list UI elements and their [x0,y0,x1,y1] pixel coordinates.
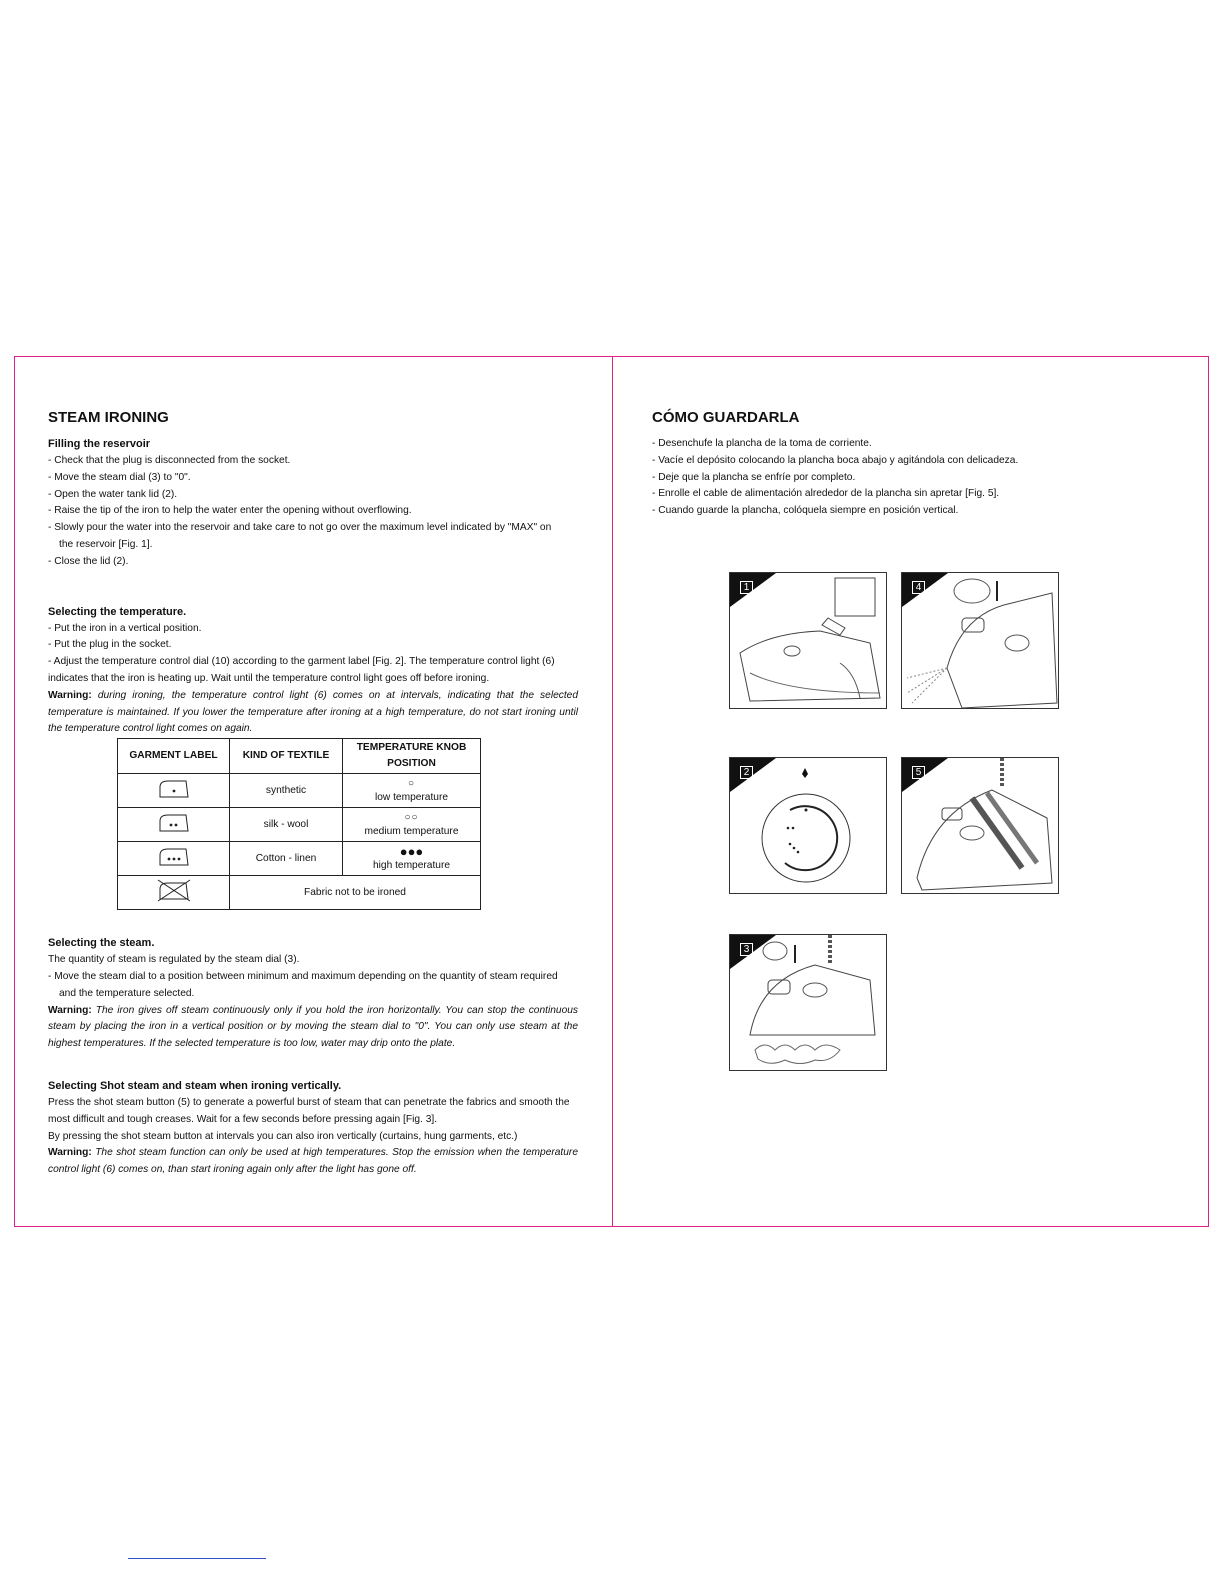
table-row [118,842,481,876]
figure-3 [729,934,887,1071]
iron-vertical-steam-illustration [730,935,887,1071]
figure-4 [901,572,1059,709]
dot-marker: ○○ [404,811,419,823]
iron-shot-steam-illustration [902,573,1059,709]
right-page [652,409,1052,520]
temperature-item: - Adjust the temperature control dial (10) according to the garment label [Fig. 2]. The temperature control light (6) indicates that the iron is heating up. Wait until the temperature control light goes off before ironing. [48,656,555,684]
storage-item: - Deje que la plancha se enfríe por completo. [652,471,856,483]
textile-cell: Cotton - linen [230,842,343,876]
position-cell [343,774,481,808]
filling-item: - Open the water tank lid (2). [48,488,178,500]
position-cell [343,842,481,876]
storage-item: - Desenchufe la plancha de la toma de corriente. [652,438,872,449]
steam-item: and the temperature selected. [59,987,195,999]
page-divider [612,357,613,1226]
table-header-row [118,739,481,774]
section-title: STEAM IRONING [48,409,169,426]
position-label: medium temperature [364,825,459,837]
steam-intro: The quantity of steam is regulated by the steam dial (3). [48,954,300,966]
figure-number: 4 [912,581,925,594]
textile-cell: synthetic [230,774,343,808]
filling-heading: Filling the reservoir [48,438,151,450]
warning-label: Warning: [48,689,92,701]
garment-label-icon [118,808,230,842]
figure-5 [901,757,1059,894]
section-title: CÓMO GUARDARLA [652,409,800,426]
temperature-dial-illustration [730,758,887,894]
warning-text: The iron gives off steam continuously only if you hold the iron horizontally. You can stop the continuous steam by placing the iron in a vertical position or by moving the steam dial to "0". You can only use steam at the highest temperatures. If the selected temperature is too low, water may drip onto the plate. [48,1004,578,1050]
table-row [118,774,481,808]
filling-item: - Slowly pour the water into the reservoir and take care to not go over the maximum level indicated by "MAX" on [48,522,552,534]
table-row [118,876,481,910]
garment-label-icon [118,842,230,876]
not-ironed-cell: Fabric not to be ironed [230,876,481,910]
no-iron-icon [118,876,230,910]
position-label: low temperature [374,791,449,803]
figure-number: 2 [740,766,753,779]
steam-heading: Selecting the steam. [48,937,155,950]
shot-warning [48,1145,578,1179]
left-page [48,409,578,1179]
steam-warning [48,1003,578,1053]
dot-marker: ●●● [399,843,424,859]
table-header: GARMENT LABEL [118,739,230,774]
temperature-item: - Put the plug in the socket. [48,639,172,651]
figure-number: 5 [912,766,925,779]
temperature-heading: Selecting the temperature. [48,605,187,618]
iron-storage-illustration [902,758,1059,894]
warning-text: during ironing, the temperature control light (6) comes on at intervals, indicating that the selected temperature is maintained. If you lower the temperature after ironing at a high temperature, do not start ironing until the temperature control light comes on again. [48,689,578,735]
footer-link-underline [128,1558,266,1559]
figure-number: 3 [740,943,753,956]
dot-marker: ○ [407,777,416,789]
steam-item: - Move the steam dial to a position between minimum and maximum depending on the quantity of steam required [48,970,558,982]
garment-label-icon [118,774,230,808]
warning-label: Warning: [48,1004,92,1016]
figure-number: 1 [740,581,753,594]
filling-item: the reservoir [Fig. 1]. [59,538,153,550]
filling-item: - Move the steam dial (3) to "0". [48,471,191,483]
shot-paragraph: By pressing the shot steam button at intervals you can also iron vertically (curtains, hung garments, etc.) [48,1130,518,1142]
temperature-item: - Put the iron in a vertical position. [48,622,202,634]
table-header: TEMPERATURE KNOB POSITION [343,739,481,774]
temperature-warning [48,688,578,738]
filling-item: - Check that the plug is disconnected from the socket. [48,455,291,466]
shot-heading: Selecting Shot steam and steam when ironing vertically. [48,1079,342,1092]
table-header: KIND OF TEXTILE [230,739,343,774]
storage-item: - Vacíe el depósito colocando la plancha boca abajo y agitándola con delicadeza. [652,454,1019,466]
warning-text: The shot steam function can only be used at high temperatures. Stop the emission when the temperature control light (6) comes on, than start ironing again only after the light has gone off. [48,1147,578,1176]
position-label: high temperature [372,859,451,871]
shot-paragraph: Press the shot steam button (5) to generate a powerful burst of steam that can penetrate the fabrics and smooth the most difficult and tough creases. Wait for a few seconds before pressing again [Fig. 3]. [48,1096,570,1125]
temperature-table [117,738,481,910]
storage-item: - Cuando guarde la plancha, colóquela siempre en posición vertical. [652,505,959,517]
textile-cell: silk - wool [230,808,343,842]
table-row [118,808,481,842]
figure-1 [729,572,887,709]
manual-spread [14,356,1209,1227]
storage-item: - Enrolle el cable de alimentación alrededor de la plancha sin apretar [Fig. 5]. [652,488,1000,500]
iron-fill-illustration [730,573,887,709]
filling-item: - Close the lid (2). [48,555,129,567]
warning-label: Warning: [48,1147,92,1159]
figure-2 [729,757,887,894]
filling-item: - Raise the tip of the iron to help the water enter the opening without overflowing. [48,505,412,517]
position-cell [343,808,481,842]
